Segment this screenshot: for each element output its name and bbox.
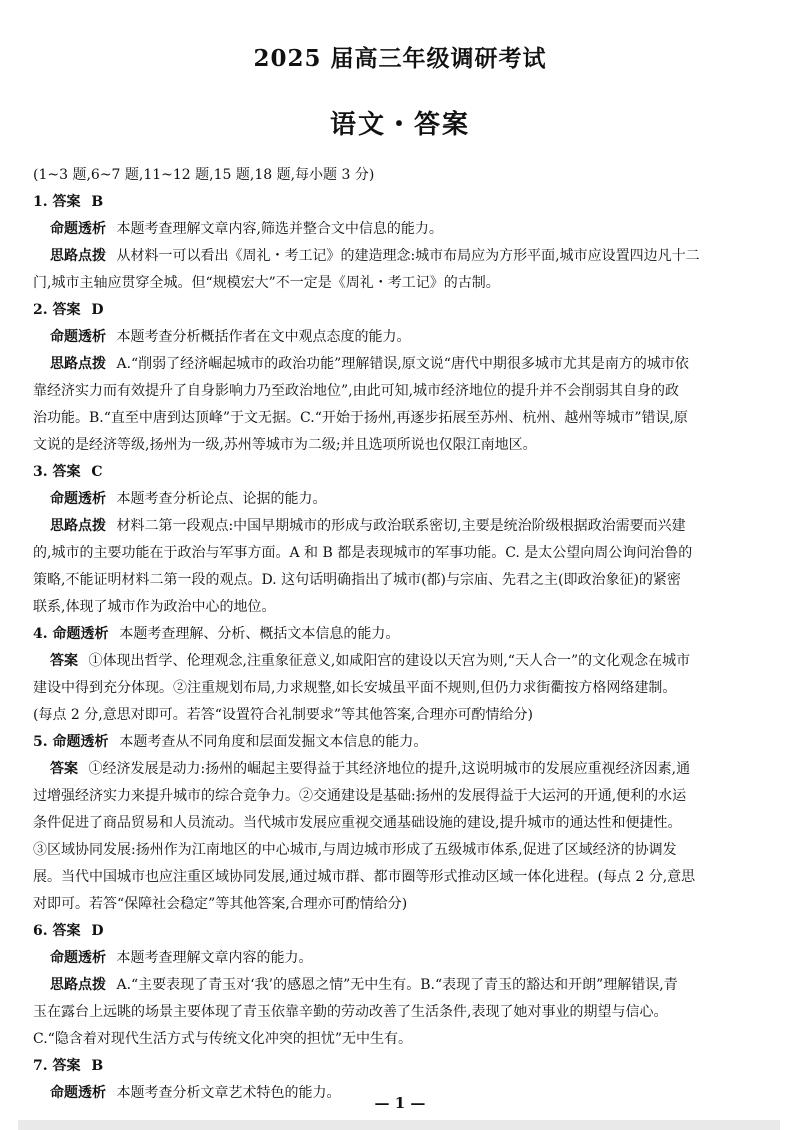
q5-mingti-text: 本题考查从不同角度和层面发掘文本信息的能力。	[119, 734, 428, 750]
q1-mingti-label: 命题透析	[50, 221, 106, 237]
q6-silu	[33, 972, 773, 999]
q7-number: 7.	[33, 1058, 48, 1074]
q5-number: 5.	[33, 734, 48, 750]
q4-number: 4.	[33, 626, 48, 642]
q4-answer-text: ①体现出哲学、伦理观念,注重象征意义,如咸阳宫的建设以天宫为则,“天人合一”的文化观念在城市	[88, 653, 691, 669]
q7-mingti-text: 本题考查分析文章艺术特色的能力。	[116, 1085, 341, 1101]
q3-answer-label: 答案	[52, 464, 81, 480]
score-note: (1~3 题,6~7 题,11~12 题,15 题,18 题,每小题 3 分)	[33, 167, 375, 183]
q3-mingti-label: 命题透析	[50, 491, 106, 507]
bottom-edge-band	[18, 1120, 780, 1130]
q5-mingti-label: 命题透析	[52, 734, 109, 750]
q1-silu	[33, 243, 773, 270]
q5-answer-cont4: 展。当代中国城市也应注重区域协同发展,通过城市群、都市圈等形式推动区域一体化进程。(每点 2 分,意思	[33, 869, 696, 885]
q1-mingti	[33, 216, 773, 243]
q1-mingti-text: 本题考查理解文章内容,筛选并整合文中信息的能力。	[116, 221, 443, 237]
q3-silu-text: 材料二第一段观点:中国早期城市的形成与政治联系密切,主要是统治阶级根据政治需要而兴建	[116, 518, 686, 534]
q4-mingti-label: 命题透析	[52, 626, 109, 642]
answer-content	[33, 162, 773, 1107]
q6-number: 6.	[33, 923, 48, 939]
q5-answer-cont2: 条件促进了商品贸易和人员流动。当代城市发展应重视交通基础设施的建设,提升城市的通达性和便捷性。	[33, 815, 682, 831]
q5-answer-cont5: 对即可。若答“保障社会稳定”等其他答案,合理亦可酌情给分)	[33, 896, 408, 912]
q6-silu-text: A.“主要表现了青玉对‘我’的感恩之情”无中生有。B.“表现了青玉的豁达和开朗”理解错误,青	[116, 977, 678, 993]
page-number: — 1 —	[374, 1094, 426, 1112]
q6-mingti	[33, 945, 773, 972]
q5-answer-cont1: 过增强经济实力来提升城市的综合竞争力。②交通建设是基础:扬州的发展得益于大运河的开通,便利的水运	[33, 788, 687, 804]
q3-silu-cont1: 的,城市的主要功能在于政治与军事方面。A 和 B 都是表现城市的军事功能。C. 是太公望向周公询问治鲁的	[33, 545, 693, 561]
q1-silu-label: 思路点拨	[50, 248, 106, 264]
q3-answer-value: C	[91, 464, 103, 480]
q6-header	[33, 918, 773, 945]
q2-silu-cont3: 文说的是经济等级,扬州为一级,苏州等城市为二级;并且选项所说也仅限江南地区。	[33, 437, 537, 453]
q4-header	[33, 621, 773, 648]
q6-answer-label: 答案	[52, 923, 81, 939]
page-title: 2025 届高三年级调研考试	[253, 45, 547, 72]
q5-answer-text: ①经济发展是动力:扬州的崛起主要得益于其经济地位的提升,这说明城市的发展应重视经济因素,通	[88, 761, 691, 777]
q3-header	[33, 459, 773, 486]
q1-silu-cont: 门,城市主轴应贯穿全城。但“规模宏大”不一定是《周礼・考工记》的古制。	[33, 275, 500, 291]
q3-silu-cont2: 策略,不能证明材料二第一段的观点。D. 这句话明确指出了城市(都)与宗庙、先君之主(即政治象征)的紧密	[33, 572, 681, 588]
q3-mingti-text: 本题考查分析论点、论据的能力。	[116, 491, 327, 507]
q6-silu-cont1: 玉在露台上远眺的场景主要体现了青玉依靠辛勤的劳动改善了生活条件,表现了她对事业的期望与信心。	[33, 1004, 668, 1020]
q2-mingti-text: 本题考查分析概括作者在文中观点态度的能力。	[116, 329, 411, 345]
q6-silu-cont2: C.“隐含着对现代生活方式与传统文化冲突的担忧”无中生有。	[33, 1031, 412, 1047]
q2-number: 2.	[33, 302, 48, 318]
q4-answer-label: 答案	[50, 653, 78, 669]
q4-mingti-text: 本题考查理解、分析、概括文本信息的能力。	[119, 626, 400, 642]
q2-answer-label: 答案	[52, 302, 81, 318]
q3-silu-label: 思路点拨	[50, 518, 106, 534]
q5-answer-cont3: ③区域协同发展:扬州作为江南地区的中心城市,与周边城市形成了五级城市体系,促进了区域经济的协调发	[33, 842, 677, 858]
q3-silu-cont3: 联系,体现了城市作为政治中心的地位。	[33, 599, 276, 615]
q7-header	[33, 1053, 773, 1080]
q2-header	[33, 297, 773, 324]
q6-silu-label: 思路点拨	[50, 977, 106, 993]
q1-answer-label: 答案	[52, 194, 81, 210]
q3-number: 3.	[33, 464, 48, 480]
q5-answer-label: 答案	[50, 761, 78, 777]
q5-answer	[33, 756, 773, 783]
q4-answer-cont2: (每点 2 分,意思对即可。若答“设置符合礼制要求”等其他答案,合理亦可酌情给分)	[33, 707, 533, 723]
q4-answer	[33, 648, 773, 675]
page-subtitle: 语文・答案	[329, 110, 470, 140]
q5-header	[33, 729, 773, 756]
q6-mingti-label: 命题透析	[50, 950, 106, 966]
q7-answer-label: 答案	[52, 1058, 81, 1074]
q2-answer-value: D	[91, 302, 104, 318]
q6-mingti-text: 本题考查理解文章内容的能力。	[116, 950, 313, 966]
q7-answer-value: B	[91, 1058, 104, 1074]
q2-silu-label: 思路点拨	[50, 356, 106, 372]
q2-silu	[33, 351, 773, 378]
q1-silu-text: 从材料一可以看出《周礼・考工记》的建造理念:城市布局应为方形平面,城市应设置四边凡十二	[116, 248, 700, 264]
q6-answer-value: D	[91, 923, 104, 939]
q3-mingti	[33, 486, 773, 513]
q1-header	[33, 189, 773, 216]
q2-silu-cont2: 治功能。B.“直至中唐到达顶峰”于文无据。C.“开始于扬州,再逐步拓展至苏州、杭州、越州等城市”错误,原	[33, 410, 688, 426]
q1-answer-value: B	[91, 194, 104, 210]
q3-silu	[33, 513, 773, 540]
q2-silu-cont1: 靠经济实力而有效提升了自身影响力乃至政治地位”,由此可知,城市经济地位的提升并不会削弱其自身的政	[33, 383, 680, 399]
q1-number: 1.	[33, 194, 48, 210]
q2-mingti-label: 命题透析	[50, 329, 106, 345]
q2-silu-text: A.“削弱了经济崛起城市的政治功能”理解错误,原文说“唐代中期很多城市尤其是南方的城市依	[116, 356, 689, 372]
q2-mingti	[33, 324, 773, 351]
q7-mingti-label: 命题透析	[50, 1085, 106, 1101]
q4-answer-cont1: 建设中得到充分体现。②注重规划布局,力求规整,如长安城虽平面不规则,但仍力求街衢按方格网络建制。	[33, 680, 677, 696]
